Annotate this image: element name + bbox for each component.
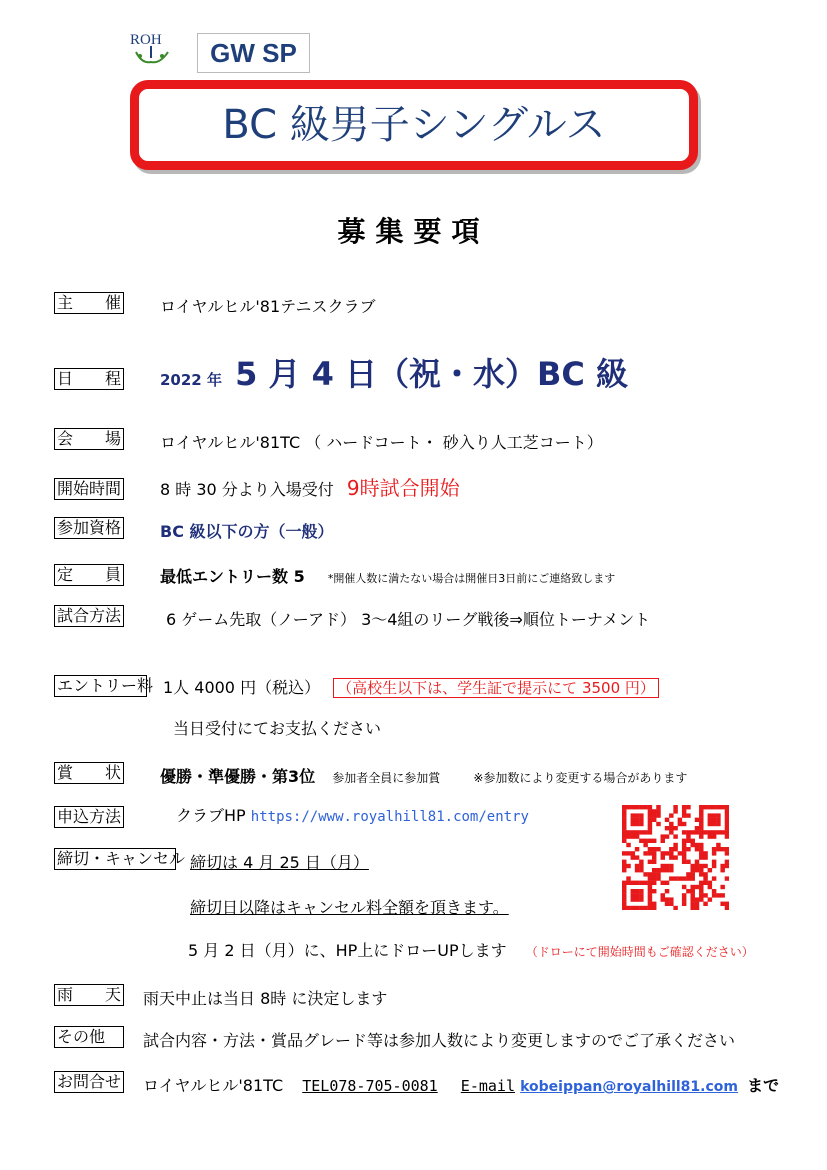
label-prize: 賞 状 xyxy=(54,762,124,784)
contact-suffix: まで xyxy=(747,1076,780,1095)
page-subtitle: 募集要項 xyxy=(337,215,490,248)
label-rain: 雨 天 xyxy=(54,984,124,1006)
prize-ranks: 優勝・準優勝・第3位 xyxy=(160,767,316,786)
qr-code-icon xyxy=(622,805,729,910)
label-contact: お問合せ xyxy=(54,1071,124,1093)
label-venue: 会 場 xyxy=(54,428,124,450)
format-value: 6 ゲーム先取（ノーアド） 3～4組のリーグ戦後⇒順位トーナメント xyxy=(166,610,651,629)
contact-value xyxy=(143,1073,779,1096)
logo-text: ROH xyxy=(130,32,162,48)
tennis-racket-laurel-logo-icon xyxy=(130,28,176,68)
contact-email-link[interactable]: kobeippan@royalhill81.com xyxy=(520,1079,738,1095)
contact-tel[interactable]: TEL078-705-0081 xyxy=(302,1077,438,1095)
apply-url-link[interactable]: https://www.royalhill81.com/entry xyxy=(250,809,529,825)
label-capacity: 定 員 xyxy=(54,564,124,586)
cancel-fee-note: 締切日以降はキャンセル料全額を頂きます。 xyxy=(190,898,509,917)
prize-value xyxy=(160,764,687,787)
rain-value: 雨天中止は当日 8時 に決定します xyxy=(143,989,388,1008)
time-value xyxy=(160,474,460,504)
club-logo xyxy=(130,28,176,68)
organizer-value: ロイヤルヒル'81テニスクラブ xyxy=(160,297,376,316)
other-value: 試合内容・方法・賞品グレード等は参加人数により変更しますのでご了承ください xyxy=(143,1031,736,1050)
deadline-value: 締切は 4 月 25 日（月） xyxy=(190,853,369,872)
prize-change-note: ※参加数により変更する場合があります xyxy=(473,771,688,785)
draw-note xyxy=(188,938,754,961)
label-apply: 申込方法 xyxy=(54,806,124,828)
fee-value xyxy=(163,675,659,698)
contact-email-label: E-mail xyxy=(460,1077,515,1095)
label-eligibility: 参加資格 xyxy=(54,517,124,539)
label-organizer: 主 催 xyxy=(54,292,124,314)
fee-amount: 1人 4000 円（税込） xyxy=(163,678,321,697)
fee-payment-note: 当日受付にてお支払ください xyxy=(173,719,382,738)
label-other: その他 xyxy=(54,1026,124,1048)
date-day: 5 月 4 日（祝・水）BC 級 xyxy=(235,355,629,393)
time-start: 9時試合開始 xyxy=(346,476,460,500)
label-deadline: 締切・キャンセル xyxy=(54,848,176,870)
label-fee: エントリー料 xyxy=(54,675,147,697)
time-reception: 8 時 30 分より入場受付 xyxy=(160,480,334,499)
prize-participation: 参加者全員に参加賞 xyxy=(332,771,441,785)
capacity-note: *開催人数に満たない場合は開催日3日前にご連絡致します xyxy=(327,572,616,585)
label-format: 試合方法 xyxy=(54,605,124,627)
date-year: 2022 年 xyxy=(160,371,222,389)
title-banner xyxy=(130,80,698,170)
gw-sp-badge: GW SP xyxy=(197,33,310,73)
date-value xyxy=(160,352,628,402)
venue-value: ロイヤルヒル'81TC （ ハードコート・ 砂入り人工芝コート） xyxy=(160,433,603,452)
capacity-value xyxy=(160,564,615,587)
label-start-time: 開始時間 xyxy=(54,478,124,500)
label-date: 日 程 xyxy=(54,368,124,390)
eligibility-value: BC 級以下の方（一般） xyxy=(160,522,334,541)
apply-method: クラブHP xyxy=(176,806,246,825)
capacity-min: 最低エントリー数 5 xyxy=(160,567,305,586)
event-title: BC 級男子シングルス xyxy=(222,102,606,148)
draw-time-note: （ドローにて開始時間もご確認ください） xyxy=(525,945,754,959)
apply-value xyxy=(176,803,529,826)
fee-student-discount: （高校生以下は、学生証で提示にて 3500 円） xyxy=(333,678,659,698)
draw-upload: 5 月 2 日（月）に、HP上にドローUPします xyxy=(188,941,507,960)
contact-club: ロイヤルヒル'81TC xyxy=(143,1076,284,1095)
qr-code xyxy=(622,805,729,910)
